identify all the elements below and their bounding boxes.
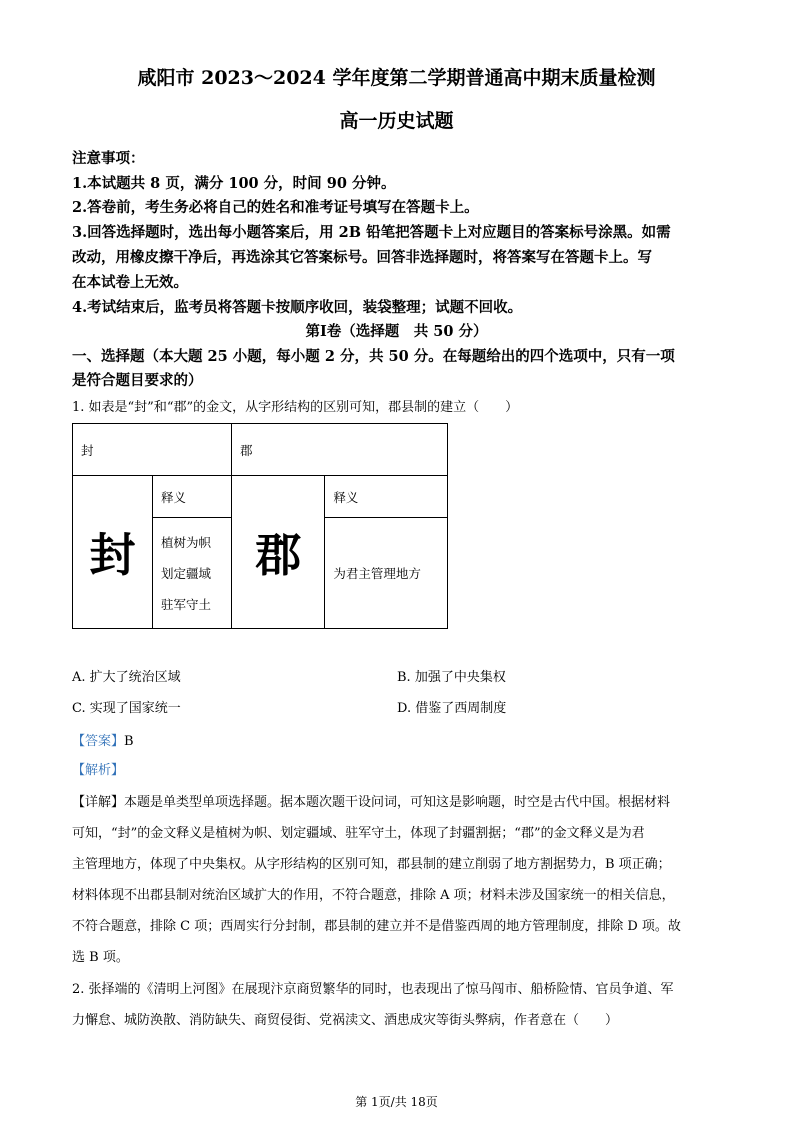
notice-item-3-line-2: 改动，用橡皮擦干净后，再选涂其它答案标号。回答非选择题时，将答案写在答题卡上。写 — [72, 249, 652, 266]
answer-tag: 【答案】 — [72, 734, 125, 749]
question-2-line-1: 2. 张择端的《清明上河图》在展现汴京商贸繁华的同时，也表现出了惊马闯市、船桥险情、官员争道、军 — [72, 982, 674, 997]
exam-title: 咸阳市 2023～2024 学年度第二学期普通高中期末质量检测 — [137, 67, 656, 89]
option-d: D. 借鉴了西周制度 — [397, 701, 507, 716]
jun-jinwen-glyph: 郡 — [255, 528, 302, 582]
detail-line: 材料体现不出郡县制对统治区域扩大的作用，不符合题意，排除 A 项；材料未涉及国家统一的相关信息， — [72, 888, 675, 903]
part-heading-line-1: 一、选择题（本大题 25 小题，每小题 2 分，共 50 分。在每题给出的四个选项中，只有一项 — [72, 348, 675, 365]
volume-heading: 第Ⅰ卷（选择题 共 50 分） — [305, 323, 488, 340]
notice-item-4: 4.考试结束后，监考员将答题卡按顺序收回，装袋整理；试题不回收。 — [72, 299, 523, 316]
feng-meaning-line: 驻军守土 — [161, 596, 212, 612]
detail-line: 选 B 项。 — [72, 950, 129, 965]
part-heading-line-2: 是符合题目要求的） — [72, 372, 203, 389]
detail-line: 主管理地方，体现了中央集权。从字形结构的区别可知，郡县制的建立削弱了地方割据势力，B 项正确； — [72, 857, 671, 872]
jun-glyph — [232, 476, 325, 629]
detail-line: 【详解】本题是单类型单项选择题。据本题次题干设问词，可知这是影响题，时空是古代中国。根据材料 — [72, 795, 671, 810]
feng-meaning — [153, 518, 232, 629]
answer-line — [72, 730, 134, 749]
notice-item-1: 1.本试题共 8 页，满分 100 分，时间 90 分钟。 — [72, 175, 396, 192]
table-header-jun: 郡 — [232, 424, 448, 476]
detail-line: 不符合题意，排除 C 项；西周实行分封制，郡县制的建立并不是借鉴西周的地方管理制度，排除 D 项。故 — [72, 919, 681, 934]
feng-label: 释义 — [153, 476, 232, 518]
notice-heading: 注意事项： — [72, 150, 145, 167]
question-1-stem: 1. 如表是“封”和“郡”的金文，从字形结构的区别可知，郡县制的建立（ ） — [72, 400, 519, 415]
option-a: A. 扩大了统治区域 — [72, 670, 181, 685]
option-b: B. 加强了中央集权 — [397, 670, 506, 685]
notice-item-2: 2.答卷前，考生务必将自己的姓名和准考证号填写在答题卡上。 — [72, 199, 479, 216]
notice-item-3-line-1: 3.回答选择题时，选出每小题答案后，用 2B 铅笔把答题卡上对应题目的答案标号涂黑。如需 — [72, 224, 671, 241]
jun-meaning: 为君主管理地方 — [325, 518, 448, 629]
feng-jinwen-glyph: 封 — [89, 528, 136, 582]
answer-value: B — [124, 734, 134, 749]
option-c: C. 实现了国家统一 — [72, 701, 181, 716]
notice-item-3-line-3: 在本试卷上无效。 — [72, 274, 188, 291]
feng-meaning-line: 植树为帜 — [161, 534, 212, 550]
jun-label: 释义 — [325, 476, 448, 518]
exam-subtitle: 高一历史试题 — [339, 110, 454, 132]
question-2-line-2: 力懈怠、城防涣散、消防缺失、商贸侵街、党祸渎文、酒患成灾等街头弊病，作者意在（ ） — [72, 1013, 619, 1028]
feng-meaning-line: 划定疆域 — [161, 565, 212, 581]
jinwen-table — [72, 423, 448, 629]
page-footer: 第 1页/共 18页 — [355, 1095, 438, 1109]
feng-glyph — [73, 476, 153, 629]
table-header-feng: 封 — [73, 424, 232, 476]
analysis-tag: 【解析】 — [72, 763, 125, 778]
detail-line: 可知，“封”的金文释义是植树为帜、划定疆域、驻军守土，体现了封疆割据；“郡”的金文释义是为君 — [72, 826, 645, 841]
